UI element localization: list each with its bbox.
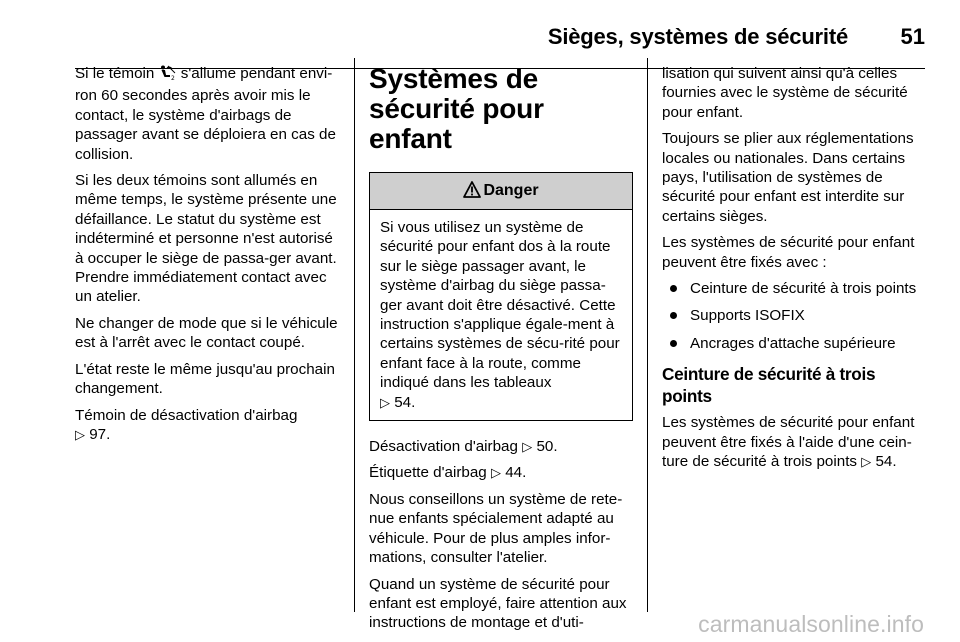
column-left bbox=[75, 64, 343, 451]
subsection-title: Ceinture de sécurité à trois points bbox=[662, 364, 876, 407]
reference-arrow-icon: ▷ bbox=[490, 465, 501, 481]
svg-text:2: 2 bbox=[170, 75, 175, 81]
paragraph-change-mode: Ne changer de mode que si le véhicule est à l'arrêt avec le contact coupé. bbox=[75, 314, 338, 352]
bullet-icon bbox=[670, 312, 677, 319]
danger-header bbox=[370, 173, 632, 210]
paragraph-reference: Témoin de désactivation d'airbag ▷ 97. bbox=[75, 406, 298, 443]
paragraph-continued: lisation qui suivent ainsi qu'à celles fournies avec le système de sécurité pour enfant. bbox=[662, 65, 908, 121]
page-reference-link[interactable]: 97. bbox=[89, 425, 111, 443]
page-reference-link[interactable]: 54. bbox=[394, 393, 416, 411]
page-reference-link[interactable]: 50. bbox=[536, 438, 558, 456]
column-divider-right bbox=[647, 58, 648, 612]
page-reference-link[interactable]: 54. bbox=[875, 453, 897, 471]
warning-triangle-icon bbox=[463, 182, 483, 199]
paragraph-recommendation: Nous conseillons un système de rete-nue enfants spécialement adapté au véhicule. Pour de plus amples infor-mations, consulter l'atelier. bbox=[369, 490, 623, 567]
column-right bbox=[662, 64, 928, 479]
list-item: Ceinture de sécurité à trois points bbox=[662, 279, 928, 298]
danger-label: Danger bbox=[483, 182, 539, 199]
paragraph-installation: Quand un système de sécurité pour enfant est employé, faire attention aux instructions de montage et d'uti- bbox=[369, 575, 627, 632]
reference-arrow-icon: ▷ bbox=[522, 439, 533, 455]
paragraph-airbag-lamp: Si le témoin 2 s'allume pendant envi-ron 60 secondes après avoir mis le contact, le système d'airbags de passager avant se déploiera en cas de collision. bbox=[75, 65, 336, 163]
page-title: Sièges, systèmes de sécurité bbox=[547, 24, 848, 49]
list-item: Ancrages d'attache supérieure bbox=[662, 334, 928, 353]
bullet-icon bbox=[670, 340, 677, 347]
paragraph-fault: Si les deux témoins sont allumés en même temps, le système présente une défaillance. Le statut du système est indéterminé et personne n'est autorisé à occuper le siège de passa-ger avant. Prendre immédiatement contact avec un atelier. bbox=[75, 172, 337, 306]
page-reference-link[interactable]: 44. bbox=[505, 464, 527, 482]
watermark: carmanualsonline.info bbox=[698, 611, 924, 637]
column-divider-left bbox=[354, 58, 355, 612]
paragraph-three-point: Les systèmes de sécurité pour enfant peuvent être fixés à l'aide d'une cein-ture de sécurité à trois points ▷ 54. bbox=[662, 414, 915, 471]
section-title: Systèmes de sécurité pour enfant bbox=[369, 63, 544, 154]
paragraph-airbag-label: Étiquette d'airbag ▷ 44. bbox=[369, 464, 527, 482]
danger-text: Si vous utilisez un système de sécurité pour enfant dos à la route sur le siège passager avant, le système d'airbag du siège passa-ger avant doit être désactivé. Cette instruction s'applique égale-ment à certains systèmes de sécu-rité pour enfant face à la route, comme indiqué dans les tableaux bbox=[380, 219, 620, 392]
page-number: 51 bbox=[900, 24, 925, 49]
paragraph-airbag-deactivation: Désactivation d'airbag ▷ 50. bbox=[369, 438, 558, 456]
page-header bbox=[0, 24, 960, 58]
column-middle bbox=[369, 64, 633, 640]
list-item: Supports ISOFIX bbox=[662, 306, 928, 325]
reference-arrow-icon: ▷ bbox=[75, 426, 85, 442]
fixing-methods-list bbox=[662, 279, 928, 353]
reference-arrow-icon: ▷ bbox=[380, 394, 390, 410]
paragraph-state: L'état reste le même jusqu'au prochain changement. bbox=[75, 360, 335, 398]
danger-box bbox=[369, 172, 633, 421]
paragraph-regulations: Toujours se plier aux réglementations locales ou nationales. Dans certains pays, l'utilisation de systèmes de sécurité pour enfant est interdite sur certains sièges. bbox=[662, 130, 914, 225]
danger-body bbox=[370, 210, 632, 420]
bullet-icon bbox=[670, 285, 677, 292]
reference-arrow-icon: ▷ bbox=[861, 454, 872, 470]
passenger-airbag-off-icon bbox=[159, 65, 177, 86]
paragraph-fixing: Les systèmes de sécurité pour enfant peuvent être fixés avec : bbox=[662, 234, 915, 271]
